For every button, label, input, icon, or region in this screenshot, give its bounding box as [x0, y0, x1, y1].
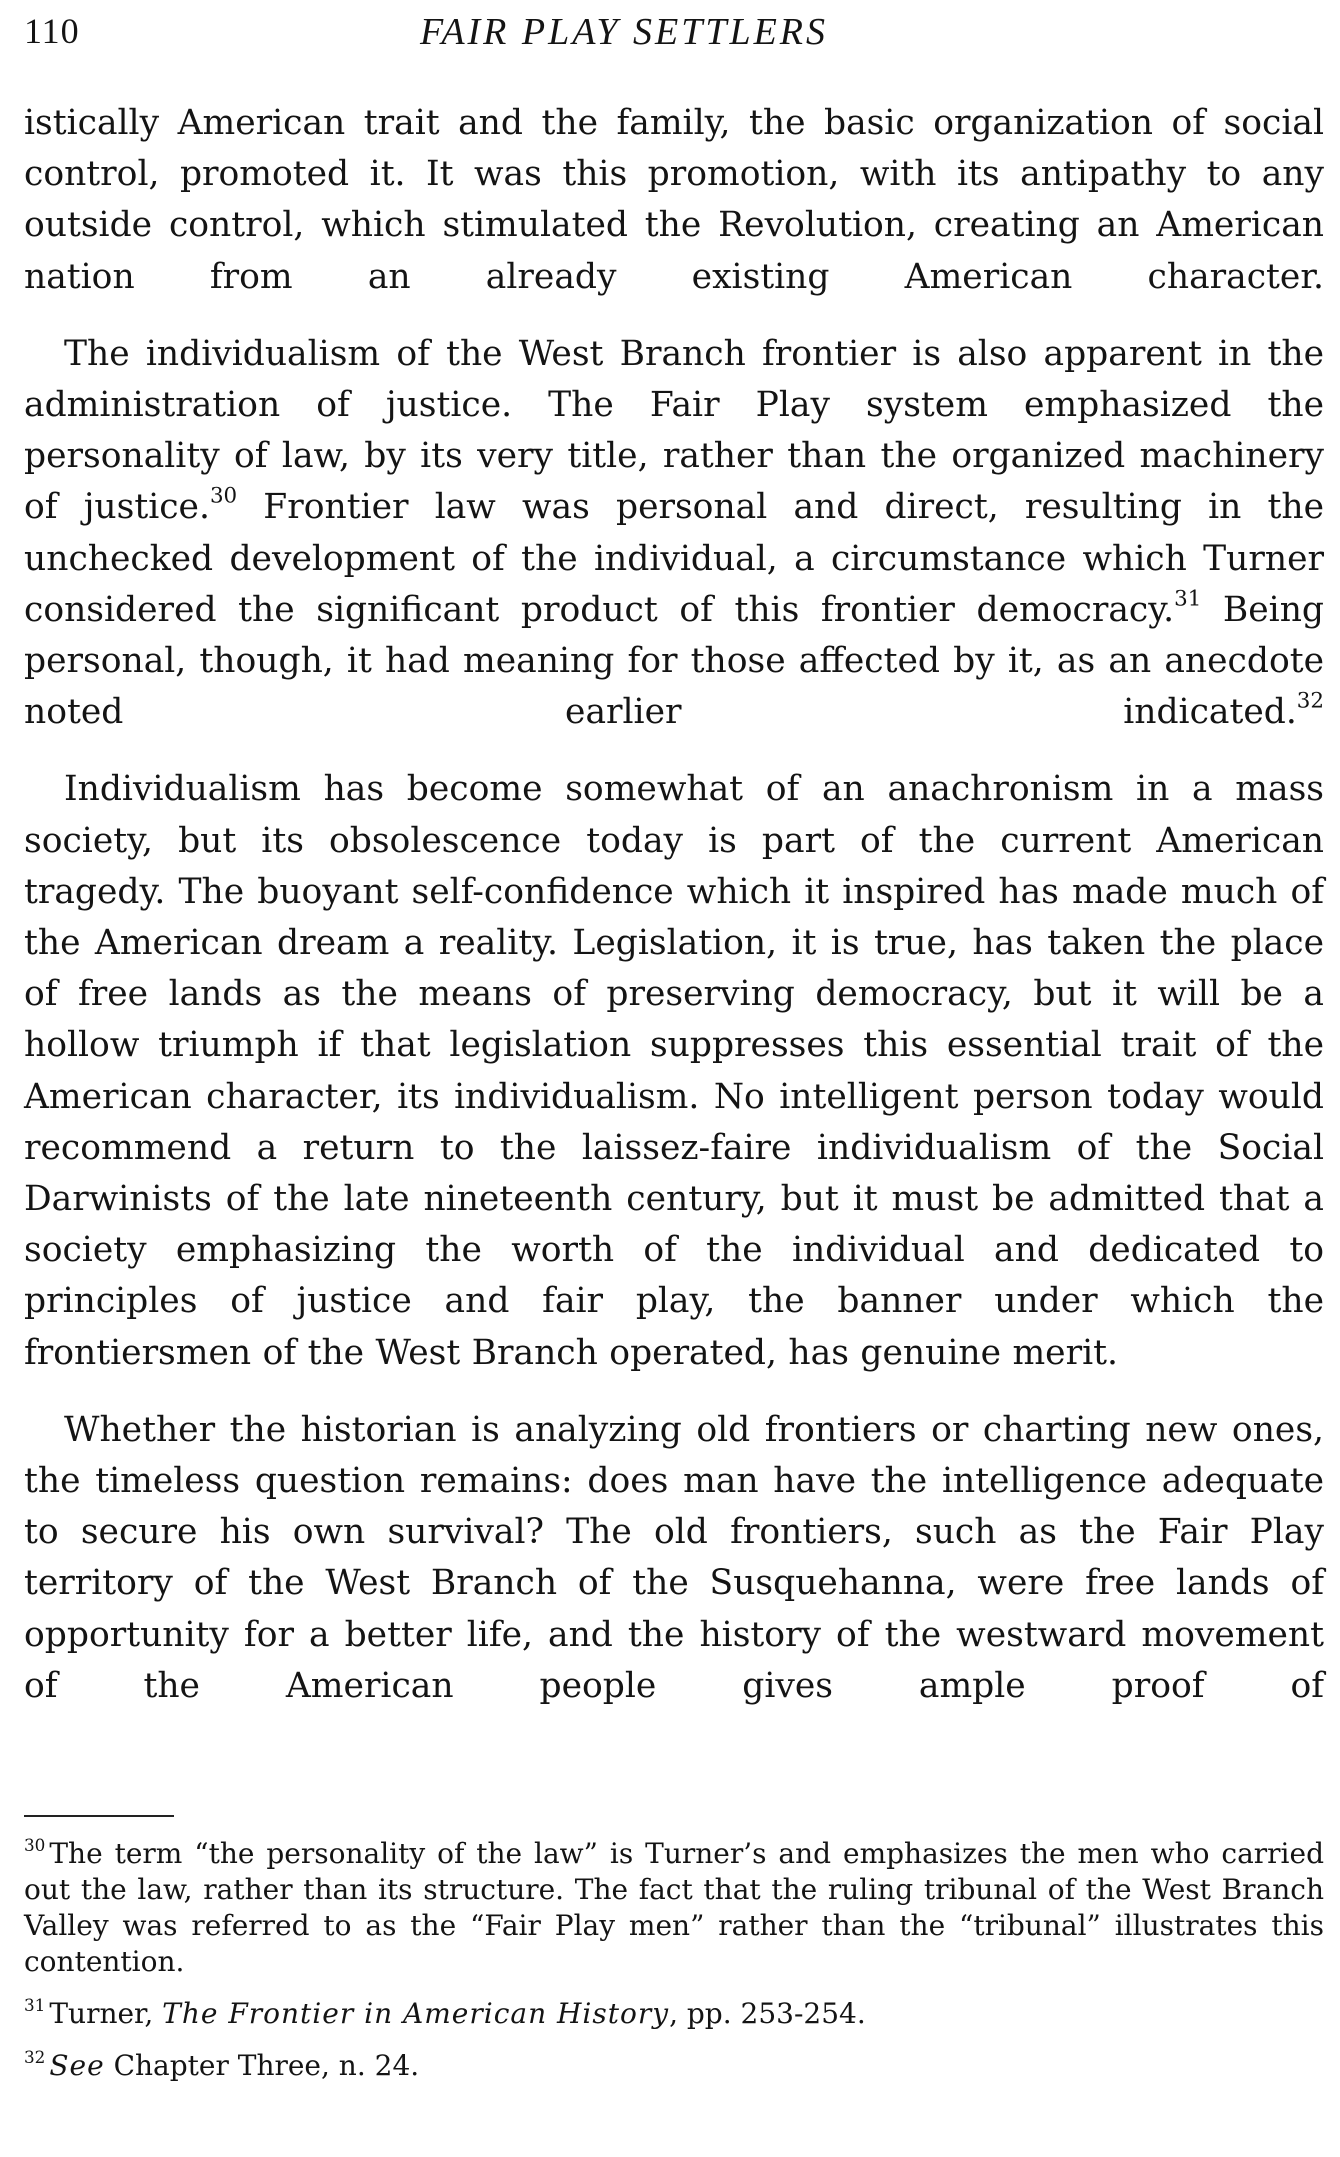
footnote-ref-31: 31: [1174, 586, 1202, 612]
running-head: [24, 10, 1324, 60]
footnote-ref-32: 32: [1296, 688, 1324, 714]
footnote-32-see: See: [49, 2049, 105, 2082]
paragraph-2-text-a: The individualism of the West Branch frontier is also apparent in the administration of justice. The Fair Play system emphasized the personality of law, by its very title, rather than the organized machinery of justice.: [24, 333, 1324, 528]
running-title: FAIR PLAY SETTLERS: [420, 11, 829, 53]
footnotes: [24, 1836, 1324, 2100]
footnote-30-text: The term “the personality of the law” is Turner’s and emphasizes the men who carried out the law, rather than its structure. The fact that the ruling tribunal of the West Branch Valley was referred to as the “Fair Play men” rather than the “tribunal” illustrates this contention.: [24, 1837, 1324, 1978]
body-text: [24, 98, 1324, 1738]
footnote-30: [24, 1836, 1324, 1980]
footnote-31-author: Turner,: [49, 1997, 163, 2030]
paragraph-1: istically American trait and the family, the basic organization of social control, promoted it. It was this promotion, with its antipathy to any outside control, which stimulated the Revolution, creating an American nation from an already existing American character.: [24, 103, 1324, 297]
footnote-30-mark: 30: [24, 1835, 46, 1856]
footnote-32-mark: 32: [24, 2047, 46, 2068]
footnote-31: [24, 1996, 1324, 2032]
footnote-31-pages: , pp. 253-254.: [669, 1997, 866, 2030]
footnote-ref-30: 30: [209, 484, 238, 510]
footnote-31-mark: 31: [24, 1995, 46, 2016]
paragraph-2: [24, 329, 1324, 739]
page-number: 110: [24, 11, 80, 51]
footnote-31-title: The Frontier in American History: [162, 1997, 670, 2030]
book-page: [24, 0, 1324, 2157]
paragraph-3: Individualism has become somewhat of an anachronism in a mass society, but its obsolescence today is part of the current American tragedy. The buoyant self-confidence which it inspired has made much of the American dream a reality. Legislation, it is true, has taken the place of free lands as the means of preserving democracy, but it will be a hollow triumph if that legislation suppresses this essential trait of the American character, its individualism. No intelligent person today would recommend a return to the laissez-faire individualism of the Social Darwinists of the late nineteenth century, but it must be admitted that a society emphasizing the worth of the individual and dedicated to principles of justice and fair play, the banner under which the frontiersmen of the West Branch operated, has genuine merit.: [24, 769, 1324, 1373]
footnote-32: [24, 2048, 1324, 2084]
footnote-32-text: Chapter Three, n. 24.: [104, 2049, 420, 2082]
paragraph-2-text-c: Being personal, though, it had meaning for those affected by it, as an anecdote noted earlier indicated.: [24, 589, 1324, 733]
paragraph-4: Whether the historian is analyzing old frontiers or charting new ones, the timeless question remains: does man have the intelligence adequate to secure his own survival? The old frontiers, such as the Fair Play territory of the West Branch of the Susquehanna, were free lands of opportunity for a better life, and the history of the westward movement of the American people gives ample proof of: [24, 1409, 1324, 1706]
paragraph-2-text-b: Frontier law was personal and direct, resulting in the unchecked development of the individual, a circumstance which Turner considered the significant product of this frontier democracy.: [24, 487, 1324, 630]
footnote-divider: [24, 1815, 174, 1817]
